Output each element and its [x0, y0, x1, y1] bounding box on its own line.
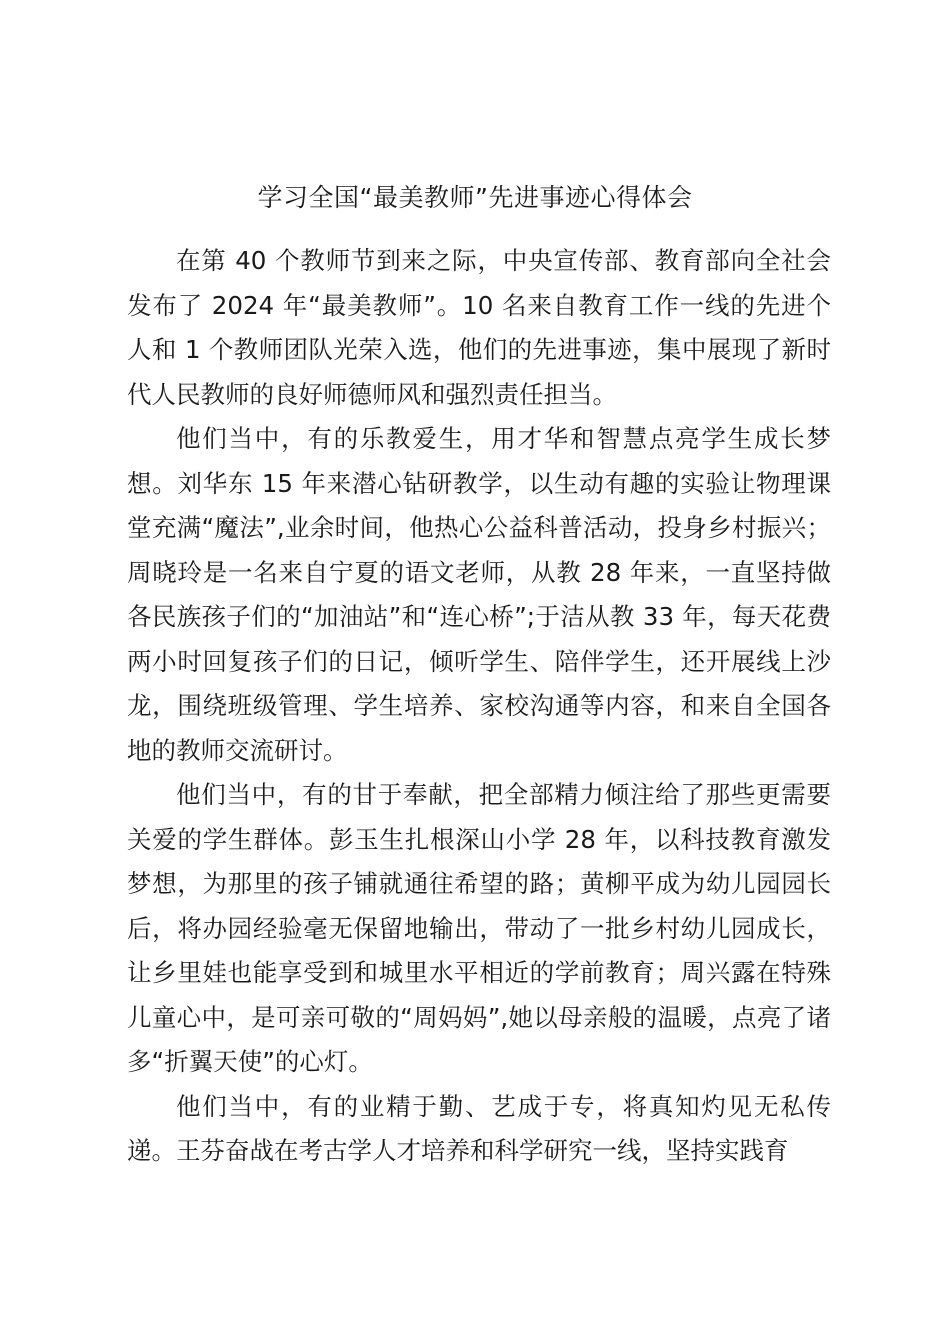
document-title: 学习全国“最美教师”先进事迹心得体会 [257, 183, 693, 212]
paragraph-1: 在第 40 个教师节到来之际，中央宣传部、教育部向全社会发布了 2024 年“最美教师”。10 名来自教育工作一线的先进个人和 1 个教师团队光荣入选，他们的先进事迹，集中展现了新时代人民教师的良好师德师风和强烈责任担当。 [127, 246, 831, 409]
document-body [127, 239, 831, 1174]
paragraph-2: 他们当中，有的乐教爱生，用才华和智慧点亮学生成长梦想。刘华东 15 年来潜心钻研教学，以生动有趣的实验让物理课堂充满“魔法”,业余时间，他热心公益科普活动，投身乡村振兴；周晓玲是一名来自宁夏的语文老师，从教 28 年来，一直坚持做各民族孩子们的“加油站”和“连心桥”;于洁从教 33 年，每天花费两小时回复孩子们的日记，倾听学生、陪伴学生，还开展线上沙龙，围绕班级管理、学生培养、家校沟通等内容，和来自全国各地的教师交流研讨。 [127, 424, 831, 765]
paragraph-3: 他们当中，有的甘于奉献，把全部精力倾注给了那些更需要关爱的学生群体。彭玉生扎根深山小学 28 年，以科技教育激发梦想，为那里的孩子铺就通往希望的路；黄柳平成为幼儿园园长后，将办园经验毫无保留地输出，带动了一批乡村幼儿园成长，让乡里娃也能享受到和城里水平相近的学前教育；周兴露在特殊儿童心中，是可亲可敬的“周妈妈”,她以母亲般的温暖，点亮了诸多“折翼天使”的心灯。 [127, 780, 831, 1076]
paragraph-4: 他们当中，有的业精于勤、艺成于专，将真知灼见无私传递。王芬奋战在考古学人才培养和科学研究一线，坚持实践育 [127, 1091, 831, 1165]
